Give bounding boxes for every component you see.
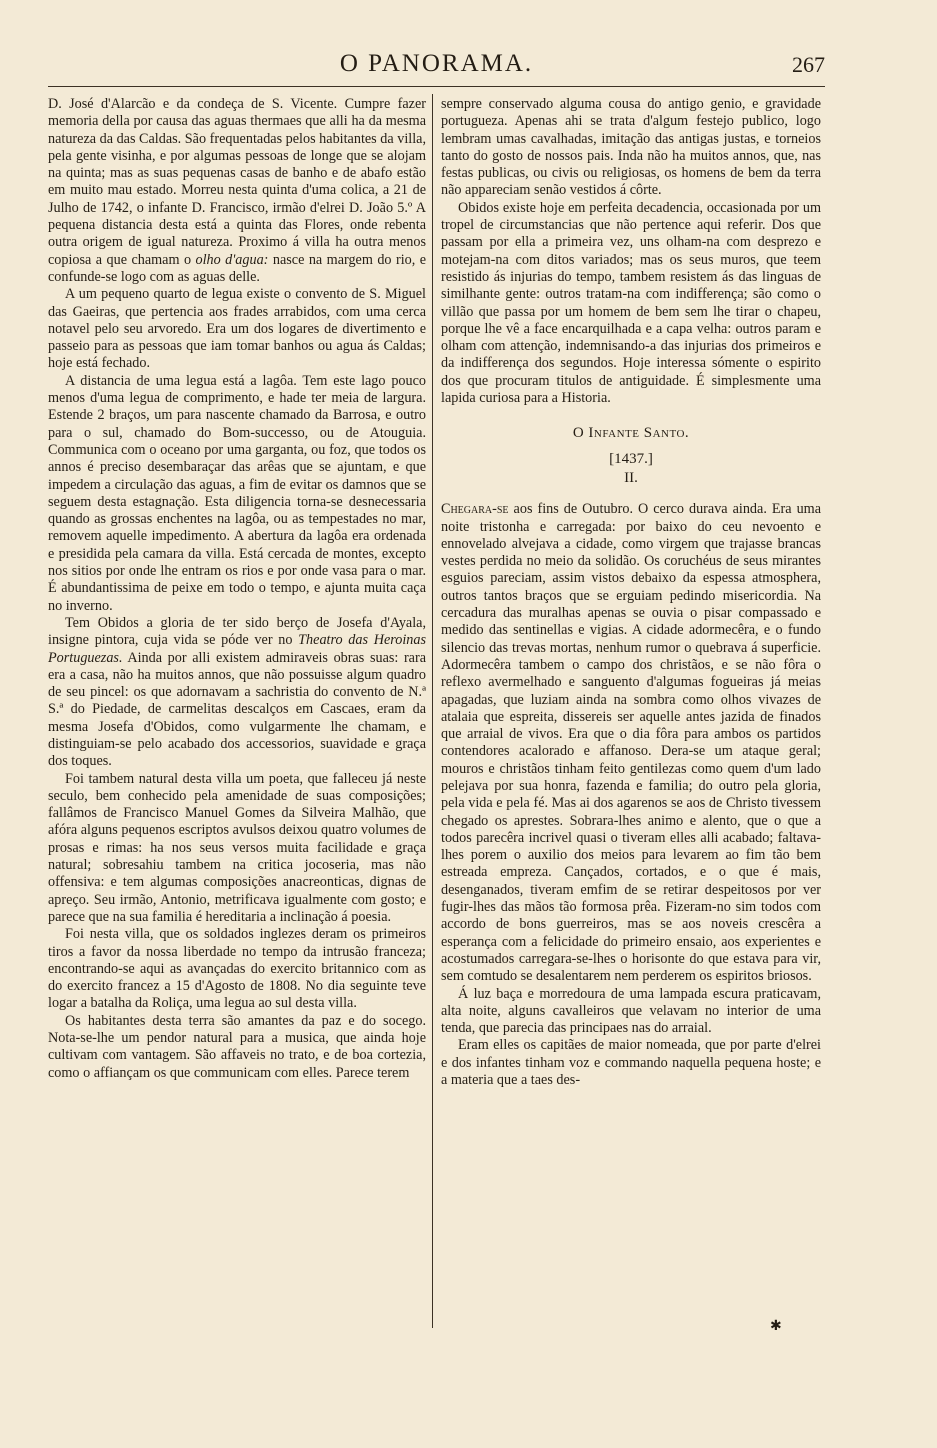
section-title: O Infante Santo. [572,425,690,442]
paragraph: Obidos existe hoje em perfeita decadencia, occasionada por um tropel de circumstancias que não pertence aqui referir. Dos que passam por ella a primeira vez, uns olham-na com desprezo e motejam-na com ditos variados; mas os seus muros, que teem resistido ás injurias do tempo, tambem resistem ás das linguas de similhante gente: outros tratam-na com indifferença; são como o villão que passa por um homem de bem sem lhe tirar o chapeu, porque lhe vê a face encarquilhada e a capa velha: outros param e olham com attenção, indemnisando-a das injurias dos primeiros e da indifferença dos segundos. Hoje interessa sómente o espirito dos que procuram titulos de antiguidade. É simplesmente uma lapida curiosa para a Historia. [441,199,821,407]
page-number: 267 [792,52,825,77]
left-column [48,96,426,1082]
section-number: II. [624,469,638,486]
paragraph: Á luz baça e morredoura de uma lampada escura praticavam, alta noite, alguns cavalleiros que velavam no interior de uma tenda, que parecia das principaes nas do arraial. [441,985,821,1037]
right-column [441,96,821,1089]
printer-mark: ✱ [770,1319,782,1334]
paragraph: A um pequeno quarto de legua existe o convento de S. Miguel das Gaeiras, que pertencia aos frades arrabidos, com uma cerca notavel pelo seu arvoredo. Era um dos logares de divertimento e passeio para as pessoas que iam tomar banhos ou agua ás Caldas; hoje está fechado. [48,286,426,372]
column-divider [432,94,433,1328]
paragraph: Foi tambem natural desta villa um poeta, que falleceu já neste seculo, bem conhecido pela amenidade de suas composições; fallâmos de Francisco Manuel Gomes da Silveira Malhão, que afóra alguns pequenos escriptos avulsos deixou quatro volumes de prosas e rimas: ha nos seus versos muita facilidade e graça natural; sobresahiu tambem na critica jocoseria, mas não offensiva: e tem algumas composições anacreonticas, dignas de apreço. Seu irmão, Antonio, metrificava igualmente com gosto; e parece que na sua familia é hereditaria a inclinação á poesia. [48,770,426,925]
header-rule [48,86,825,87]
section-year: [1437.] [609,450,653,467]
paragraph: D. José d'Alarcão e da condeça de S. Vicente. Cumpre fazer memoria della por causa das aguas thermaes que alli ha da mesma natureza da das Caldas. São frequentadas pelos habitantes da villa, pela gente visinha, e por algumas pessoas de longe que se alojam na quinta; mas as suas pequenas casas de banho e de abafo estão em muito mau estado. Morreu nesta quinta d'uma colica, a 21 de Julho de 1742, o infante D. Francisco, irmão d'elrei D. João 5.º A pequena distancia desta está a quinta das Flores, onde rebenta outra origem de igual natureza. Proximo á villa ha outra menos copiosa a que chamam o olho d'agua: nasce na margem do rio, e confunde-se logo com as aguas delle. [48,96,427,285]
journal-title: O PANORAMA. [339,50,534,77]
paragraph: Tem Obidos a gloria de ter sido berço de Josefa d'Ayala, insigne pintora, cuja vida se póde ver no Theatro das Heroinas Portuguezas. Ainda por alli existem admiraveis obras suas: rara era a casa, não ha muitos annos, que não possuisse algum quadro de seu pincel: os que adornavam a sachristia do convento de N.ª S.ª do Piedade, de carmelitas descalços em Cascaes, eram da mesma Josefa d'Obidos, como vulgarmente lhe chamam, e distinguiam-se pelo acabado dos accessorios, suavidade e graça dos toques. [48,614,427,770]
page-header [48,50,825,90]
paragraph: sempre conservado alguma cousa do antigo genio, e gravidade portugueza. Apenas ahi se trata d'algum festejo publico, logo lembram umas cavalhadas, imitação das antigas justas, e torneios tanto do gosto de nossos pais. Inda não ha muitos annos, que, nas festas publicas, ou civis ou religiosas, os homens de bem da terra não appareciam senão vestidos á côrte. [441,96,821,199]
paragraph: Eram elles os capitães de maior nomeada, que por parte d'elrei e dos infantes tinham voz e commando naquella pequena hoste; e a materia que a taes des- [441,1037,821,1089]
paragraph: Chegara-se aos fins de Outubro. O cerco durava ainda. Era uma noite tristonha e carregada: por baixo do ceu nevoento e ennovelado alvejava a cidade, como virgem que trajasse brancas vestes perdida no meio da solidão. Os coruchéus de seus mirantes esguios pareciam, assim vistos debaixo da espessa atmosphera, outros tantos braços que se erguiam pedindo misericordia. Na cercadura das muralhas apenas se ouvia o pisar compassado e medido das sentinellas e vigias. A cidade adormecêra, e o fundo silencio das trevas mortas, nenhum rumor o quebrava á superficie. Adormecêra tambem o campo dos christãos, e se não fôra o reflexo avermelhado e sanguento d'algumas fogueiras já meias apagadas, que luziam ainda na sombra como olhos vivazes de atalaia que espreita, dissereis ser aquelle antes jazida de finados que arraial de vivos. Era que o dia fôra para ambos os partidos contendores acalorado e affanoso. Dera-se um ataque geral; mouros e christãos tinham feito gentilezas como quem d'um lado pelejava por sua honra, fazenda e familia; do outro pela gloria, pela vida e pela fé. Mas ai dos agarenos se aos de Christo tivessem chegado os aprestes. Sobrara-lhes animo e alento, que o que a todos parecêra incrivel quasi o tiveram elles alli acabado; faltava-lhes porem o auxilio dos meios para levarem ao fim tão bem estreada empreza. Cançados, cortados, e o que é mais, desenganados, tiveram emfim de se retirar despeitosos por ver fugir-lhes das mãos tão formosa prêa. Fizeram-no sim todos com accordo de bons guerreiros, mas se aos noveis crescêra a esperança com a felicidade do primeiro ensaio, aos experientes e acostumados carregara-se-lhes o horisonte do que estava para vir, sem comtudo se desalentarem nem perderem os espiritos briosos. [441,501,822,985]
paragraph: Os habitantes desta terra são amantes da paz e do socego. Nota-se-lhe um pendor natural para a musica, que ainda hoje cultivam com vantagem. São affaveis no trato, e de boa cortezia, como o affiançam os que communicam com elles. Parece terem [48,1012,426,1081]
paragraph: A distancia de uma legua está a lagôa. Tem este lago pouco menos d'uma legua de comprimento, e hade ter meia de largura. Estende 2 braços, um para nascente chamado da Barrosa, e outro para o sul, chamado do Bom-successo, ou de Atouguia. Communica com o oceano por uma garganta, ou foz, que todos os annos é preciso desembaraçar das arêas que se ajuntam, e que impedem a circulação das aguas, a fim de evitar os damnos que se seguem desta estagnação. Esta diligencia torna-se desnecessaria quando as grossas enchentes na lagôa, ou as tempestades no mar, removem aquelle impedimento. A abertura da lagôa era ordenada e presidida pela camara da villa. Está cercada de montes, excepto nos sitios por onde lhe entram os rios e por onde vasa para o mar. É abundantissima de peixe em todo o tempo, e ajunta muita caça no inverno. [48,372,426,614]
paragraph: Foi nesta villa, que os soldados inglezes deram os primeiros tiros a favor da nossa liberdade no tempo da intrusão franceza; encontrando-se aqui as avançadas do exercito britannico com as do exercito francez a 15 d'Agosto de 1808. No dia seguinte teve logar a batalha da Roliça, uma legua ao sul desta villa. [48,926,426,1012]
